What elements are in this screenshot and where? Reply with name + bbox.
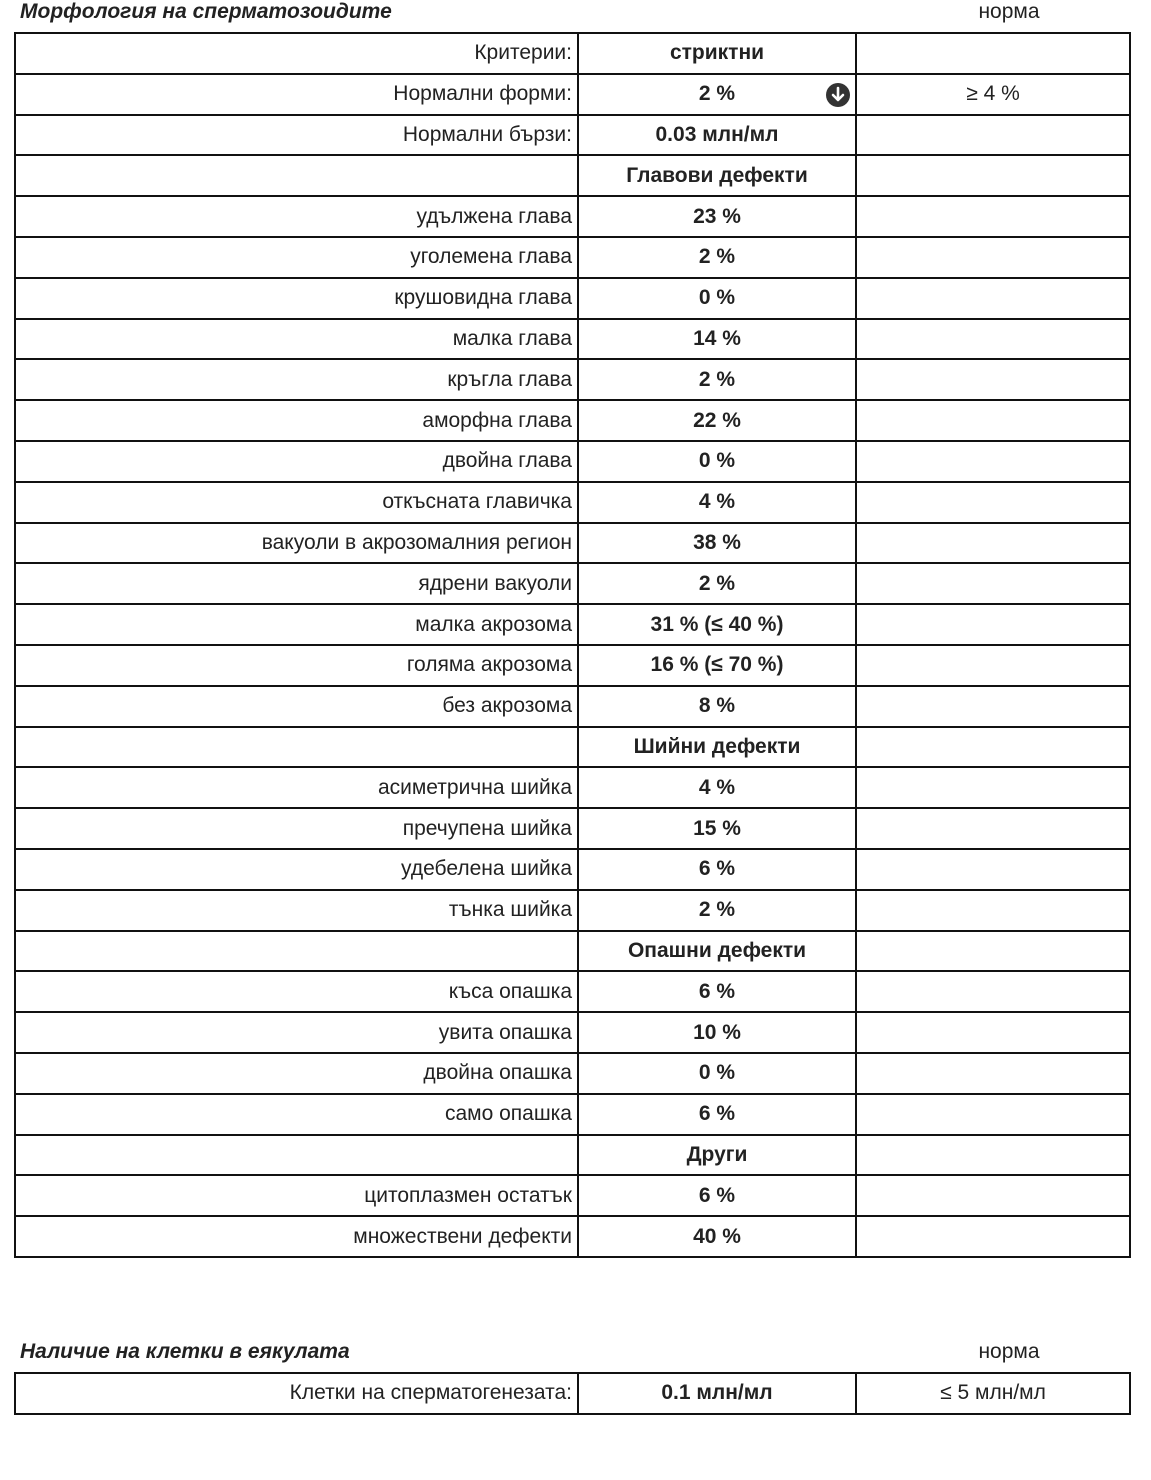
row-norm — [856, 1094, 1130, 1135]
table-row — [15, 563, 1130, 604]
row-value — [578, 727, 856, 768]
table-row — [15, 523, 1130, 564]
row-label: откъсната главичка — [15, 482, 578, 523]
row-value-text: стриктни — [669, 41, 765, 65]
row-norm — [856, 686, 1130, 727]
row-norm — [856, 1135, 1130, 1176]
row-value — [578, 155, 856, 196]
row-norm — [856, 767, 1130, 808]
table-row — [15, 74, 1130, 115]
row-value — [578, 400, 856, 441]
row-value — [578, 33, 856, 74]
row-norm — [856, 441, 1130, 482]
row-label — [15, 155, 578, 196]
row-label: къса опашка — [15, 971, 578, 1012]
row-value-text: Шийни дефекти — [633, 734, 801, 758]
cells-table — [14, 1372, 1131, 1415]
row-value-text: 14 % — [693, 326, 741, 350]
row-norm — [856, 196, 1130, 237]
row-value-text: 6 % — [698, 1102, 736, 1126]
table-row — [15, 1175, 1130, 1216]
cells-title: Наличие на клетки в еякулата — [20, 1340, 350, 1363]
row-value-text: 15 % — [693, 816, 741, 840]
row-value — [578, 1373, 856, 1414]
row-value — [578, 604, 856, 645]
row-value — [578, 278, 856, 319]
table-row — [15, 849, 1130, 890]
morphology-norm-header: норма — [978, 0, 1040, 23]
row-norm — [856, 645, 1130, 686]
row-value — [578, 686, 856, 727]
row-norm — [856, 971, 1130, 1012]
row-norm — [856, 727, 1130, 768]
row-label: крушовидна глава — [15, 278, 578, 319]
cells-header — [20, 1340, 1130, 1368]
row-norm — [856, 1175, 1130, 1216]
row-value-text: 4 % — [698, 775, 736, 799]
row-value — [578, 767, 856, 808]
row-label: голяма акрозома — [15, 645, 578, 686]
table-row — [15, 400, 1130, 441]
row-norm — [856, 400, 1130, 441]
row-norm: ≥ 4 % — [856, 74, 1130, 115]
row-value-text: 0.03 млн/мл — [655, 122, 779, 146]
row-label: само опашка — [15, 1094, 578, 1135]
row-value-text: 23 % — [693, 204, 741, 228]
row-value-text: 4 % — [698, 490, 736, 514]
row-label: малка глава — [15, 319, 578, 360]
row-value-text: 38 % — [693, 530, 741, 554]
row-value — [578, 849, 856, 890]
row-label: ядрени вакуоли — [15, 563, 578, 604]
row-value — [578, 1216, 856, 1257]
table-row — [15, 1216, 1130, 1257]
row-value — [578, 1175, 856, 1216]
table-row — [15, 767, 1130, 808]
row-label: увита опашка — [15, 1012, 578, 1053]
row-norm — [856, 155, 1130, 196]
table-row — [15, 808, 1130, 849]
row-value-text: 0 % — [698, 1061, 736, 1085]
row-value-text: 6 % — [698, 1183, 736, 1207]
row-label: малка акрозома — [15, 604, 578, 645]
row-label: Нормални бързи: — [15, 115, 578, 156]
row-value-text: Други — [686, 1142, 748, 1166]
table-row — [15, 931, 1130, 972]
row-norm — [856, 523, 1130, 564]
row-value — [578, 237, 856, 278]
table-row — [15, 155, 1130, 196]
row-norm — [856, 115, 1130, 156]
row-norm — [856, 604, 1130, 645]
row-value — [578, 74, 856, 115]
table-row — [15, 604, 1130, 645]
row-value-text: Опашни дефекти — [627, 938, 807, 962]
table-row — [15, 115, 1130, 156]
row-norm — [856, 931, 1130, 972]
row-norm — [856, 278, 1130, 319]
row-value — [578, 441, 856, 482]
row-value — [578, 359, 856, 400]
table-row — [15, 1135, 1130, 1176]
row-value-text: 31 % (≤ 40 %) — [650, 612, 784, 636]
row-value — [578, 523, 856, 564]
table-row — [15, 441, 1130, 482]
table-row — [15, 645, 1130, 686]
table-row — [15, 1373, 1130, 1414]
row-label: двойна глава — [15, 441, 578, 482]
row-label: удебелена шийка — [15, 849, 578, 890]
row-label: удължена глава — [15, 196, 578, 237]
row-label: асиметрична шийка — [15, 767, 578, 808]
row-label — [15, 1135, 578, 1176]
row-norm — [856, 563, 1130, 604]
morphology-header — [20, 0, 1130, 28]
row-value-text: 2 % — [698, 367, 736, 391]
row-norm — [856, 1053, 1130, 1094]
table-row — [15, 686, 1130, 727]
row-value-text: 16 % (≤ 70 %) — [650, 653, 784, 677]
row-value — [578, 931, 856, 972]
row-label: Клетки на сперматогенезата: — [15, 1373, 578, 1414]
row-label: цитоплазмен остатък — [15, 1175, 578, 1216]
row-value — [578, 971, 856, 1012]
row-value — [578, 1094, 856, 1135]
row-value — [578, 563, 856, 604]
row-value-text: Главови дефекти — [626, 163, 808, 187]
row-norm — [856, 890, 1130, 931]
row-label: без акрозома — [15, 686, 578, 727]
row-value-text: 6 % — [698, 979, 736, 1003]
row-value-text: 0 % — [698, 286, 736, 310]
table-row — [15, 1012, 1130, 1053]
morphology-table — [14, 32, 1131, 1258]
row-label: кръгла глава — [15, 359, 578, 400]
row-label: уголемена глава — [15, 237, 578, 278]
row-label: пречупена шийка — [15, 808, 578, 849]
row-norm: ≤ 5 млн/мл — [856, 1373, 1130, 1414]
row-label: двойна опашка — [15, 1053, 578, 1094]
row-value — [578, 645, 856, 686]
row-norm — [856, 319, 1130, 360]
table-row — [15, 1053, 1130, 1094]
table-row — [15, 237, 1130, 278]
row-label — [15, 727, 578, 768]
table-row — [15, 33, 1130, 74]
row-value-text: 40 % — [693, 1224, 741, 1248]
table-row — [15, 1094, 1130, 1135]
row-value — [578, 482, 856, 523]
table-row — [15, 890, 1130, 931]
row-label: Нормални форми: — [15, 74, 578, 115]
row-label: Критерии: — [15, 33, 578, 74]
table-row — [15, 482, 1130, 523]
row-value-text: 0.1 млн/мл — [661, 1381, 773, 1405]
row-value — [578, 1053, 856, 1094]
row-label: тънка шийка — [15, 890, 578, 931]
table-row — [15, 278, 1130, 319]
table-row — [15, 359, 1130, 400]
row-norm — [856, 849, 1130, 890]
row-norm — [856, 237, 1130, 278]
row-value — [578, 1135, 856, 1176]
row-value — [578, 1012, 856, 1053]
row-norm — [856, 808, 1130, 849]
table-row — [15, 727, 1130, 768]
row-value-text: 8 % — [698, 694, 736, 718]
row-value-text: 2 % — [698, 898, 736, 922]
row-value — [578, 319, 856, 360]
table-row — [15, 319, 1130, 360]
row-value — [578, 890, 856, 931]
row-norm — [856, 1012, 1130, 1053]
row-label: вакуоли в акрозомалния регион — [15, 523, 578, 564]
row-value — [578, 808, 856, 849]
row-value-text: 0 % — [698, 449, 736, 473]
row-value — [578, 196, 856, 237]
cells-norm-header: норма — [978, 1340, 1040, 1363]
row-value — [578, 115, 856, 156]
row-value-text: 10 % — [693, 1020, 741, 1044]
row-norm — [856, 33, 1130, 74]
row-value-text: 2 % — [698, 245, 736, 269]
table-row — [15, 196, 1130, 237]
row-value-text: 6 % — [698, 857, 736, 881]
row-label: аморфна глава — [15, 400, 578, 441]
down-arrow-circle-icon — [826, 83, 850, 107]
row-label — [15, 931, 578, 972]
row-norm — [856, 1216, 1130, 1257]
row-value-text: 2 % — [698, 82, 736, 106]
row-value-text: 2 % — [698, 571, 736, 595]
row-value-text: 22 % — [693, 408, 741, 432]
row-norm — [856, 482, 1130, 523]
table-row — [15, 971, 1130, 1012]
row-label: множествени дефекти — [15, 1216, 578, 1257]
row-norm — [856, 359, 1130, 400]
morphology-title: Морфология на сперматозоидите — [20, 0, 392, 23]
